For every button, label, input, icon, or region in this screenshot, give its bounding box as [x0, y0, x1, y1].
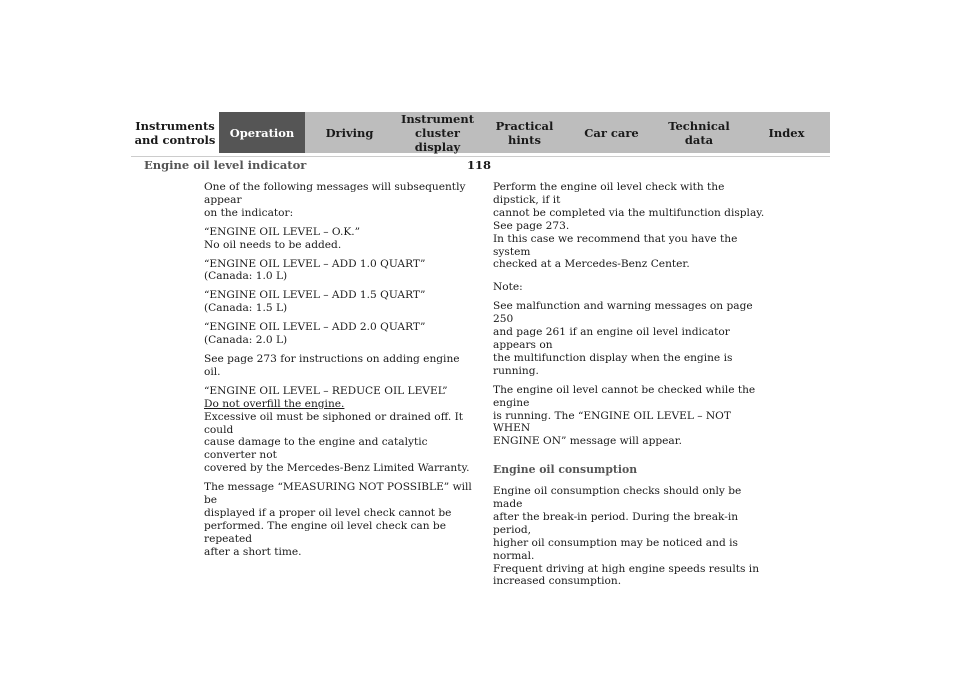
intro-paragraph [204, 181, 479, 220]
text-line: and page 261 if an engine oil level indicator appears on [493, 326, 730, 351]
text-line: cannot be completed via the multifunction display. [493, 206, 765, 219]
text-line: Engine oil consumption checks should only be made [493, 485, 742, 511]
consumption-heading: Engine oil consumption [493, 463, 638, 477]
text-line: after the break-in period. During the break-in period, [493, 510, 739, 536]
text-line: In this case we recommend that you have the system [493, 232, 738, 258]
message-note: (Canada: 1.5 L) [204, 302, 288, 315]
message-label: “ENGINE OIL LEVEL – ADD 1.5 QUART” [204, 289, 426, 302]
text-line: higher oil consumption may be noticed and is normal. [493, 536, 738, 562]
message-add-2-0 [204, 321, 479, 347]
text-line: One of the following messages will subsequently appear [204, 181, 466, 206]
section-title: Engine oil level indicator [144, 158, 307, 172]
text-line: Excessive oil must be siphoned or drained off. It could [204, 410, 464, 436]
text-line: Perform the engine oil level check with the dipstick, if it [493, 181, 725, 206]
overfill-warning: Do not overfill the engine. [204, 397, 345, 410]
measuring-paragraph [204, 481, 479, 558]
text-line: after a short time. [204, 545, 302, 558]
tab-practical-hints[interactable]: Practical hints [481, 112, 568, 153]
message-ok [204, 226, 479, 252]
message-label: “ENGINE OIL LEVEL – ADD 2.0 QUART” [204, 321, 426, 334]
text-line: Frequent driving at high engine speeds results in [493, 562, 760, 575]
text-line: cause damage to the engine and catalytic converter not [204, 436, 428, 462]
note-label: Note: [493, 281, 523, 294]
text-line: See page 273 for instructions on adding engine oil. [204, 352, 460, 378]
message-note: No oil needs to be added. [204, 238, 342, 251]
note-paragraph [493, 300, 765, 377]
right-text-column [493, 181, 765, 594]
see-page-paragraph [204, 353, 479, 379]
tab-technical-data[interactable]: Technical data [655, 112, 743, 153]
tab-index[interactable]: Index [743, 112, 830, 153]
message-label: “ENGINE OIL LEVEL – ADD 1.0 QUART” [204, 257, 426, 270]
tab-driving[interactable]: Driving [305, 112, 394, 153]
dipstick-paragraph [493, 181, 765, 271]
text-line: ENGINE ON” message will appear. [493, 435, 683, 448]
tab-instruments-and-controls[interactable]: Instruments and controls [131, 112, 219, 153]
text-line: on the indicator: [204, 206, 294, 219]
text-line: See page 273. [493, 219, 570, 232]
text-line: covered by the Mercedes-Benz Limited Warranty. [204, 462, 470, 475]
consumption-paragraph [493, 485, 765, 588]
text-line: displayed if a proper oil level check cannot be [204, 506, 452, 519]
page-number: 118 [467, 158, 492, 172]
text-line: The message “MEASURING NOT POSSIBLE” will be [204, 481, 472, 507]
message-label: “ENGINE OIL LEVEL – O.K.” [204, 225, 361, 238]
text-line: the multifunction display when the engine is running. [493, 351, 733, 377]
chapter-tab-bar [131, 112, 830, 153]
running-paragraph [493, 384, 765, 449]
message-note: (Canada: 2.0 L) [204, 334, 288, 347]
message-add-1-0 [204, 258, 479, 284]
text-line: is running. The “ENGINE OIL LEVEL – NOT WHEN [493, 409, 731, 435]
text-line: performed. The engine oil level check can be repeated [204, 519, 446, 545]
text-line: checked at a Mercedes-Benz Center. [493, 258, 690, 271]
tab-car-care[interactable]: Car care [568, 112, 655, 153]
message-note: (Canada: 1.0 L) [204, 270, 288, 283]
message-label: “ENGINE OIL LEVEL – REDUCE OIL LEVEL” [204, 384, 448, 397]
text-line: increased consumption. [493, 575, 622, 588]
left-text-column [204, 181, 479, 565]
text-line: The engine oil level cannot be checked while the engine [493, 383, 756, 409]
tab-instrument-cluster-display[interactable]: Instrument cluster display [394, 112, 481, 153]
message-add-1-5 [204, 289, 479, 315]
header-divider [131, 156, 830, 157]
message-reduce [204, 385, 479, 475]
text-line: See malfunction and warning messages on page 250 [493, 300, 753, 326]
tab-operation[interactable]: Operation [219, 112, 305, 153]
